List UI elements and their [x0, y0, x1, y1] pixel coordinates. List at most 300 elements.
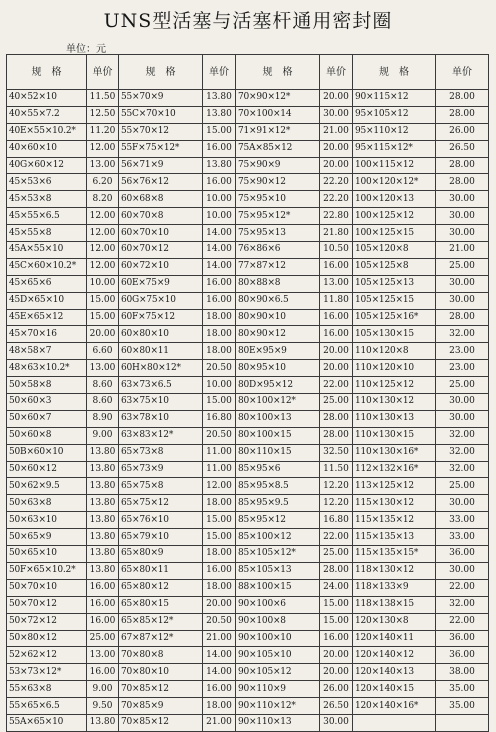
- price-cell: 10.00: [203, 208, 236, 225]
- table-row: [7, 647, 489, 664]
- price-cell: 35.00: [436, 681, 489, 698]
- price-cell: 18.00: [203, 698, 236, 715]
- spec-cell: 90×110×13: [236, 714, 320, 731]
- header-spec: 规 格: [353, 55, 436, 90]
- spec-cell: 100×125×15: [353, 225, 436, 242]
- table-row: [7, 258, 489, 275]
- price-cell: 15.00: [203, 512, 236, 529]
- price-cell: 15.00: [320, 613, 353, 630]
- spec-cell: 100×125×12: [353, 208, 436, 225]
- price-cell: 16.00: [320, 309, 353, 326]
- spec-cell: 95×115×12*: [353, 140, 436, 157]
- price-cell: 8.60: [87, 377, 119, 394]
- spec-cell: 75×95×10: [236, 191, 320, 208]
- header-spec: 规 格: [236, 55, 320, 90]
- price-cell: 36.00: [436, 630, 489, 647]
- unit-label: 单位：元: [66, 44, 106, 55]
- spec-cell: 40×52×10: [7, 90, 87, 107]
- table-row: [7, 242, 489, 259]
- spec-cell: 67×87×12*: [119, 630, 203, 647]
- price-cell: 16.00: [203, 562, 236, 579]
- spec-cell: 45×55×6.5: [7, 208, 87, 225]
- price-cell: 21.00: [203, 714, 236, 731]
- price-cell: 12.00: [87, 225, 119, 242]
- table-row: [7, 546, 489, 563]
- spec-cell: 115×135×13: [353, 529, 436, 546]
- spec-cell: 45×55×8: [7, 225, 87, 242]
- price-cell: 13.80: [87, 529, 119, 546]
- spec-cell: 40G×60×12: [7, 157, 87, 174]
- spec-cell: 52×62×12: [7, 647, 87, 664]
- spec-cell: 55A×65×10: [7, 714, 87, 731]
- spec-cell: 120×140×12: [353, 647, 436, 664]
- price-cell: [436, 714, 489, 731]
- spec-cell: 63×78×10: [119, 410, 203, 427]
- price-cell: 25.00: [87, 630, 119, 647]
- price-cell: 32.00: [436, 326, 489, 343]
- price-cell: 14.00: [203, 647, 236, 664]
- price-cell: 16.00: [87, 596, 119, 613]
- table-row: [7, 208, 489, 225]
- spec-cell: 80×90×10: [236, 309, 320, 326]
- spec-cell: 65×76×10: [119, 512, 203, 529]
- spec-cell: 60×70×12: [119, 242, 203, 259]
- spec-cell: 65×80×15: [119, 596, 203, 613]
- spec-cell: 65×73×8: [119, 444, 203, 461]
- table-row: [7, 664, 489, 681]
- spec-cell: 90×110×9: [236, 681, 320, 698]
- table-row: [7, 275, 489, 292]
- spec-cell: 80×90×12: [236, 326, 320, 343]
- price-cell: 20.00: [87, 326, 119, 343]
- table-row: [7, 225, 489, 242]
- price-cell: 32.00: [436, 444, 489, 461]
- price-cell: 30.00: [436, 292, 489, 309]
- price-cell: 23.00: [436, 343, 489, 360]
- spec-cell: 85×105×12*: [236, 546, 320, 563]
- price-cell: 20.00: [320, 90, 353, 107]
- spec-cell: 50×60×7: [7, 410, 87, 427]
- price-cell: 20.00: [320, 664, 353, 681]
- spec-cell: 118×130×12: [353, 562, 436, 579]
- price-cell: 20.50: [203, 360, 236, 377]
- price-cell: 13.80: [87, 495, 119, 512]
- table-header-row: [7, 55, 489, 90]
- spec-cell: 45×53×8: [7, 191, 87, 208]
- spec-cell: 118×138×15: [353, 596, 436, 613]
- spec-cell: 60H×80×12*: [119, 360, 203, 377]
- spec-cell: 80×88×8: [236, 275, 320, 292]
- table-row: [7, 309, 489, 326]
- price-cell: 18.00: [203, 579, 236, 596]
- header-price: 单价: [320, 55, 353, 90]
- table-row: [7, 529, 489, 546]
- price-cell: 25.00: [436, 478, 489, 495]
- spec-cell: 65×85×12*: [119, 613, 203, 630]
- spec-cell: 80×100×12*: [236, 394, 320, 411]
- price-cell: 14.00: [203, 242, 236, 259]
- price-cell: 16.00: [203, 275, 236, 292]
- spec-cell: 75×90×12: [236, 174, 320, 191]
- price-cell: 22.80: [320, 208, 353, 225]
- spec-cell: 45E×65×12: [7, 309, 87, 326]
- price-cell: 12.00: [203, 478, 236, 495]
- table-row: [7, 478, 489, 495]
- price-cell: 13.80: [87, 512, 119, 529]
- price-cell: 15.00: [87, 292, 119, 309]
- spec-cell: 40×60×10: [7, 140, 87, 157]
- spec-cell: 70×85×12: [119, 681, 203, 698]
- table-row: [7, 613, 489, 630]
- spec-cell: 75×90×9: [236, 157, 320, 174]
- spec-cell: 75×95×12*: [236, 208, 320, 225]
- spec-cell: 80×110×15: [236, 444, 320, 461]
- table-row: [7, 562, 489, 579]
- table-row: [7, 681, 489, 698]
- price-cell: 15.00: [203, 123, 236, 140]
- spec-cell: 50×65×10: [7, 546, 87, 563]
- price-cell: 11.50: [320, 461, 353, 478]
- spec-cell: 90×100×10: [236, 630, 320, 647]
- price-cell: 13.80: [203, 157, 236, 174]
- table-row: [7, 495, 489, 512]
- price-cell: 25.00: [436, 258, 489, 275]
- table-row: [7, 394, 489, 411]
- price-cell: 26.00: [320, 681, 353, 698]
- price-cell: 22.00: [436, 579, 489, 596]
- table-row: [7, 174, 489, 191]
- price-cell: 15.00: [87, 309, 119, 326]
- spec-cell: 95×105×12: [353, 106, 436, 123]
- spec-cell: 50×72×12: [7, 613, 87, 630]
- price-cell: 36.00: [436, 546, 489, 563]
- price-cell: 16.00: [203, 140, 236, 157]
- spec-cell: 90×105×12: [236, 664, 320, 681]
- spec-cell: 110×120×8: [353, 343, 436, 360]
- spec-cell: 110×120×10: [353, 360, 436, 377]
- spec-cell: 70×85×9: [119, 698, 203, 715]
- price-cell: 9.00: [87, 681, 119, 698]
- table-row: [7, 191, 489, 208]
- spec-cell: 90×100×8: [236, 613, 320, 630]
- price-cell: 26.00: [436, 123, 489, 140]
- price-cell: 35.00: [436, 698, 489, 715]
- spec-cell: 80×95×10: [236, 360, 320, 377]
- price-cell: 20.00: [203, 596, 236, 613]
- spec-cell: 105×125×8: [353, 258, 436, 275]
- header-price: 单价: [436, 55, 489, 90]
- price-cell: 12.20: [320, 478, 353, 495]
- table-row: [7, 343, 489, 360]
- price-cell: 20.00: [320, 360, 353, 377]
- price-cell: 10.00: [87, 275, 119, 292]
- spec-cell: 90×105×10: [236, 647, 320, 664]
- table-row: [7, 377, 489, 394]
- spec-cell: 120×140×13: [353, 664, 436, 681]
- price-cell: 22.00: [320, 377, 353, 394]
- price-cell: 9.50: [87, 698, 119, 715]
- header-spec: 规 格: [119, 55, 203, 90]
- table-body: [7, 90, 489, 732]
- spec-cell: 60G×75×10: [119, 292, 203, 309]
- spec-cell: 50×62×9.5: [7, 478, 87, 495]
- spec-cell: 40E×55×10.2*: [7, 123, 87, 140]
- price-cell: 20.00: [320, 157, 353, 174]
- table-row: [7, 512, 489, 529]
- spec-cell: 80D×95×12: [236, 377, 320, 394]
- spec-cell: 113×125×12: [353, 478, 436, 495]
- price-cell: 18.00: [203, 546, 236, 563]
- price-cell: 25.00: [320, 546, 353, 563]
- price-cell: 30.00: [320, 106, 353, 123]
- price-cell: 20.50: [203, 427, 236, 444]
- price-cell: 13.00: [87, 360, 119, 377]
- price-cell: 22.00: [320, 529, 353, 546]
- price-cell: 12.00: [87, 242, 119, 259]
- spec-cell: 65×80×9: [119, 546, 203, 563]
- header-spec: 规 格: [7, 55, 87, 90]
- spec-cell: 50×80×12: [7, 630, 87, 647]
- table-row: [7, 90, 489, 107]
- price-cell: 30.00: [436, 225, 489, 242]
- spec-cell: 90×115×12: [353, 90, 436, 107]
- spec-cell: 63×73×6.5: [119, 377, 203, 394]
- price-cell: 18.00: [203, 343, 236, 360]
- price-cell: 28.00: [320, 410, 353, 427]
- spec-cell: 80×100×13: [236, 410, 320, 427]
- spec-cell: 85×95×6: [236, 461, 320, 478]
- spec-cell: 105×130×15: [353, 326, 436, 343]
- price-cell: 14.00: [203, 225, 236, 242]
- price-cell: 8.20: [87, 191, 119, 208]
- spec-cell: 55F×75×12*: [119, 140, 203, 157]
- price-cell: 26.50: [320, 698, 353, 715]
- price-cell: 32.00: [436, 427, 489, 444]
- price-cell: 6.60: [87, 343, 119, 360]
- spec-cell: 45C×60×10.2*: [7, 258, 87, 275]
- table-row: [7, 157, 489, 174]
- price-cell: 22.20: [320, 174, 353, 191]
- spec-cell: 85×95×9.5: [236, 495, 320, 512]
- price-cell: 13.00: [87, 647, 119, 664]
- price-table: [6, 54, 489, 732]
- price-cell: 30.00: [436, 410, 489, 427]
- spec-cell: 85×95×12: [236, 512, 320, 529]
- spec-cell: 50×60×3: [7, 394, 87, 411]
- price-cell: 8.90: [87, 410, 119, 427]
- spec-cell: 100×120×12*: [353, 174, 436, 191]
- table-row: [7, 596, 489, 613]
- price-cell: 11.50: [87, 90, 119, 107]
- price-cell: 11.00: [203, 444, 236, 461]
- spec-cell: 80×90×6.5: [236, 292, 320, 309]
- price-cell: 11.80: [320, 292, 353, 309]
- price-cell: 10.00: [203, 191, 236, 208]
- price-cell: 28.00: [436, 309, 489, 326]
- table-row: [7, 630, 489, 647]
- price-cell: 24.00: [320, 579, 353, 596]
- spec-cell: 115×135×15*: [353, 546, 436, 563]
- spec-cell: 50×58×8: [7, 377, 87, 394]
- price-cell: 36.00: [436, 647, 489, 664]
- spec-cell: 65×80×11: [119, 562, 203, 579]
- spec-cell: 85×100×12: [236, 529, 320, 546]
- spec-cell: 60×70×10: [119, 225, 203, 242]
- price-cell: 28.00: [436, 90, 489, 107]
- spec-cell: 60×68×8: [119, 191, 203, 208]
- price-cell: 12.00: [87, 140, 119, 157]
- spec-cell: 50F×65×10.2*: [7, 562, 87, 579]
- spec-cell: 55×70×12: [119, 123, 203, 140]
- price-cell: 8.60: [87, 394, 119, 411]
- spec-cell: 45×70×16: [7, 326, 87, 343]
- price-cell: 16.80: [203, 410, 236, 427]
- price-cell: 15.00: [203, 394, 236, 411]
- price-cell: 14.00: [203, 258, 236, 275]
- price-cell: 22.00: [436, 613, 489, 630]
- price-cell: 18.00: [203, 495, 236, 512]
- spec-cell: 105×120×8: [353, 242, 436, 259]
- spec-cell: 55×63×8: [7, 681, 87, 698]
- price-cell: 11.20: [87, 123, 119, 140]
- price-cell: 30.00: [436, 394, 489, 411]
- table-row: [7, 714, 489, 731]
- spec-cell: 120×140×11: [353, 630, 436, 647]
- spec-cell: 60×80×11: [119, 343, 203, 360]
- table-row: [7, 106, 489, 123]
- price-cell: 13.00: [87, 157, 119, 174]
- spec-cell: 55C×70×10: [119, 106, 203, 123]
- spec-cell: 77×87×12: [236, 258, 320, 275]
- price-cell: 22.20: [320, 191, 353, 208]
- header-price: 单价: [203, 55, 236, 90]
- price-cell: 12.00: [87, 258, 119, 275]
- spec-cell: 120×140×16*: [353, 698, 436, 715]
- table-row: [7, 444, 489, 461]
- spec-cell: 50×63×10: [7, 512, 87, 529]
- price-cell: 16.00: [320, 258, 353, 275]
- price-cell: 28.00: [436, 174, 489, 191]
- price-cell: 25.00: [320, 394, 353, 411]
- price-cell: 13.80: [87, 546, 119, 563]
- price-cell: 16.00: [87, 579, 119, 596]
- spec-cell: 65×79×10: [119, 529, 203, 546]
- price-cell: 13.80: [203, 106, 236, 123]
- spec-cell: 50×65×9: [7, 529, 87, 546]
- price-cell: 10.50: [320, 242, 353, 259]
- price-cell: 13.80: [87, 478, 119, 495]
- spec-cell: 100×120×13: [353, 191, 436, 208]
- spec-cell: 80×100×15: [236, 427, 320, 444]
- price-cell: 13.00: [320, 275, 353, 292]
- spec-cell: 110×130×16*: [353, 444, 436, 461]
- spec-cell: [353, 714, 436, 731]
- spec-cell: 115×130×12: [353, 495, 436, 512]
- price-cell: 12.00: [87, 208, 119, 225]
- spec-cell: 110×130×12: [353, 394, 436, 411]
- spec-cell: 85×105×13: [236, 562, 320, 579]
- price-cell: 16.00: [203, 174, 236, 191]
- spec-cell: 90×100×6: [236, 596, 320, 613]
- spec-cell: 70×100×14: [236, 106, 320, 123]
- spec-cell: 63×75×10: [119, 394, 203, 411]
- price-cell: 9.00: [87, 427, 119, 444]
- price-cell: 13.80: [87, 562, 119, 579]
- spec-cell: 53×73×12*: [7, 664, 87, 681]
- spec-cell: 45×53×6: [7, 174, 87, 191]
- spec-cell: 105×125×16*: [353, 309, 436, 326]
- price-cell: 25.00: [436, 377, 489, 394]
- spec-cell: 60×70×8: [119, 208, 203, 225]
- price-cell: 21.00: [320, 123, 353, 140]
- table-row: [7, 427, 489, 444]
- price-cell: 30.00: [320, 714, 353, 731]
- price-cell: 28.00: [320, 562, 353, 579]
- spec-cell: 110×130×13: [353, 410, 436, 427]
- spec-cell: 70×85×12: [119, 714, 203, 731]
- spec-cell: 65×75×12: [119, 495, 203, 512]
- price-cell: 16.00: [320, 630, 353, 647]
- table-row: [7, 292, 489, 309]
- price-cell: 28.00: [320, 427, 353, 444]
- table-row: [7, 410, 489, 427]
- price-cell: 18.00: [203, 309, 236, 326]
- price-cell: 10.00: [203, 377, 236, 394]
- price-cell: 30.00: [436, 275, 489, 292]
- header-price: 单价: [87, 55, 119, 90]
- price-cell: 21.80: [320, 225, 353, 242]
- spec-cell: 75×95×13: [236, 225, 320, 242]
- price-cell: 11.00: [203, 461, 236, 478]
- spec-cell: 70×90×12*: [236, 90, 320, 107]
- spec-cell: 50×60×12: [7, 461, 87, 478]
- spec-cell: 45D×65×10: [7, 292, 87, 309]
- spec-cell: 100×115×12: [353, 157, 436, 174]
- spec-cell: 60×80×10: [119, 326, 203, 343]
- price-cell: 13.80: [203, 90, 236, 107]
- spec-cell: 65×73×9: [119, 461, 203, 478]
- spec-cell: 110×130×15: [353, 427, 436, 444]
- price-cell: 20.00: [320, 343, 353, 360]
- price-cell: 16.00: [320, 326, 353, 343]
- spec-cell: 65×75×8: [119, 478, 203, 495]
- price-cell: 32.00: [436, 461, 489, 478]
- price-cell: 28.00: [436, 157, 489, 174]
- price-cell: 20.00: [320, 647, 353, 664]
- spec-cell: 85×95×8.5: [236, 478, 320, 495]
- price-cell: 23.00: [436, 360, 489, 377]
- table-row: [7, 326, 489, 343]
- spec-cell: 75A×85×12: [236, 140, 320, 157]
- table-row: [7, 360, 489, 377]
- price-cell: 16.00: [203, 681, 236, 698]
- table-row: [7, 579, 489, 596]
- spec-cell: 55×70×9: [119, 90, 203, 107]
- spec-cell: 115×135×12: [353, 512, 436, 529]
- price-cell: 16.00: [203, 292, 236, 309]
- price-cell: 15.00: [203, 529, 236, 546]
- price-cell: 12.50: [87, 106, 119, 123]
- price-cell: 13.80: [87, 714, 119, 731]
- spec-cell: 50×70×10: [7, 579, 87, 596]
- spec-cell: 50×60×8: [7, 427, 87, 444]
- price-cell: 15.00: [320, 596, 353, 613]
- spec-cell: 45A×55×10: [7, 242, 87, 259]
- spec-cell: 70×80×10: [119, 664, 203, 681]
- price-cell: 21.00: [203, 630, 236, 647]
- price-cell: 13.80: [87, 461, 119, 478]
- spec-cell: 50B×60×10: [7, 444, 87, 461]
